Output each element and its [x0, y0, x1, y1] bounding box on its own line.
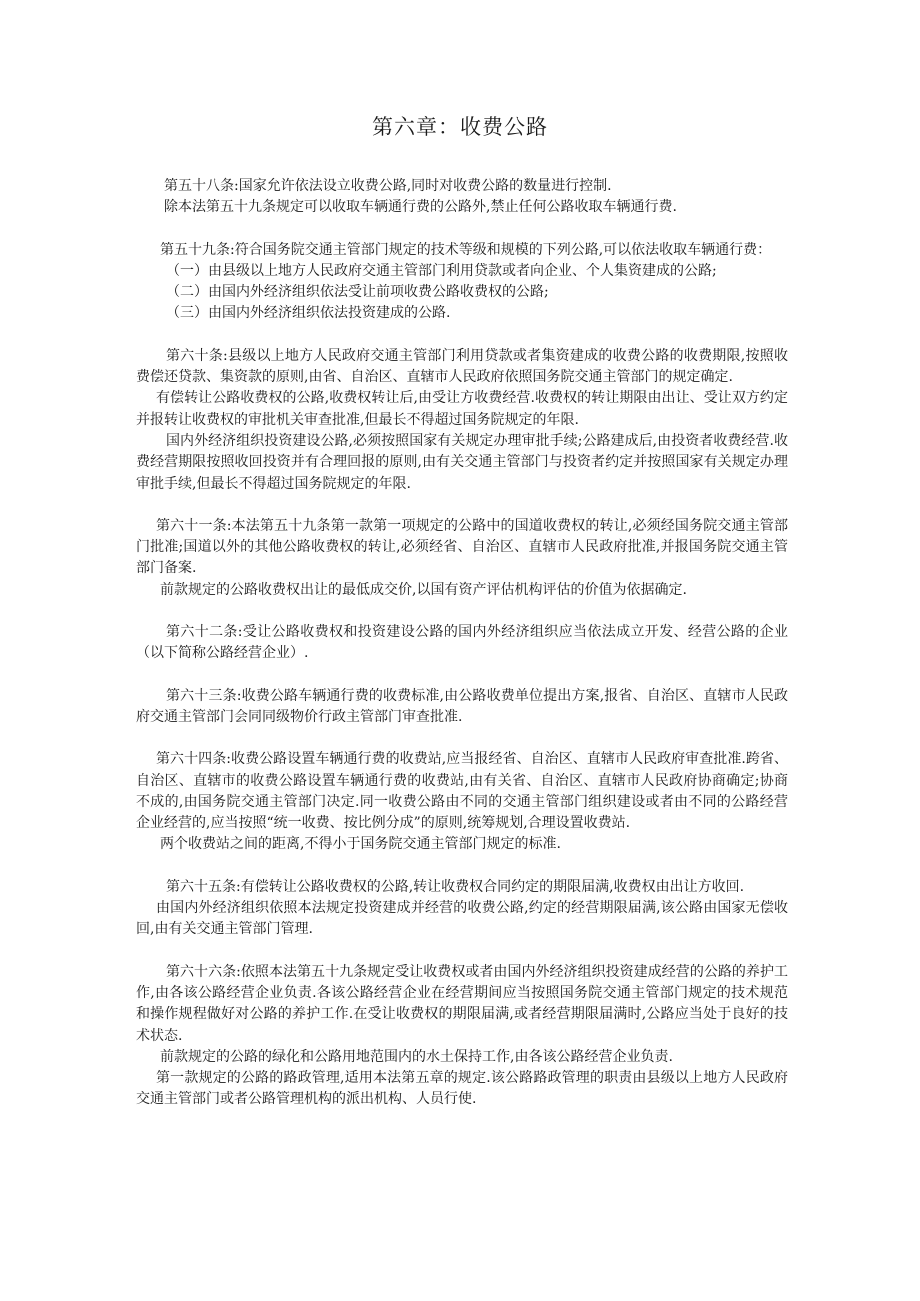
article-paragraph: 国内外经济组织投资建设公路,必须按照国家有关规定办理审批手续;公路建成后,由投资者收费经营.收费经营期限按照收回投资并有合理回报的原则,由有关交通主管部门与投资者约定并按照国家有关规定办理审批手续,但最长不得超过国务院规定的年限.: [136, 432, 788, 492]
article-paragraph: 第六十五条:有偿转让公路收费权的公路,转让收费权合同约定的期限届满,收费权由出让方收回.: [166, 878, 745, 895]
article-paragraph: 除本法第五十九条规定可以收取车辆通行费的公路外,禁止任何公路收取车辆通行费.: [164, 199, 677, 216]
article-62: [136, 622, 788, 665]
article-list-item: （一）由县级以上地方人民政府交通主管部门利用贷款或者向企业、个人集资建成的公路;: [166, 262, 717, 279]
article-paragraph: 前款规定的公路收费权出让的最低成交价,以国有资产评估机构评估的价值为依据确定.: [160, 581, 687, 598]
article-paragraph: 第六十六条:依照本法第五十九条规定受让收费权或者由国内外经济组织投资建成经营的公路的养护工作,由各该公路经营企业负责.各该公路经营企业在经营期间应当按照国务院交通主管部门规定的技术规范和操作规程做好对公路的养护工作.在受让收费权的期限届满,或者经营期限届满时,公路应当处于良好的技术状态.: [136, 963, 788, 1044]
article-paragraph: 前款规定的公路的绿化和公路用地范围内的水土保持工作,由各该公路经营企业负责.: [160, 1048, 673, 1065]
article-paragraph: 第一款规定的公路的路政管理,适用本法第五章的规定.该公路路政管理的职责由县级以上地方人民政府交通主管部门或者公路管理机构的派出机构、人员行使.: [136, 1070, 788, 1108]
article-60: [136, 346, 788, 495]
article-paragraph: 第六十四条:收费公路设置车辆通行费的收费站,应当报经省、自治区、直辖市人民政府审查批准.跨省、自治区、直辖市的收费公路设置车辆通行费的收费站,由有关省、自治区、直辖市人民政府协商确定;协商不成的,由国务院交通主管部门决定.同一收费公路由不同的交通主管部门组织建设或者由不同的公路经营企业经营的,应当按照“统一收费、按比例分成”的原则,统筹规划,合理设置收费站.: [136, 751, 788, 832]
article-paragraph: 第六十一条:本法第五十九条第一款第一项规定的公路中的国道收费权的转让,必须经国务院交通主管部门批准;国道以外的其他公路收费权的转让,必须经省、自治区、直辖市人民政府批准,并报国务院交通主管部门备案.: [136, 517, 788, 577]
article-65: [136, 877, 788, 941]
article-paragraph: 第六十条:县级以上地方人民政府交通主管部门利用贷款或者集资建成的收费公路的收费期限,按照收费偿还贷款、集资款的原则,由省、自治区、直辖市人民政府依照国务院交通主管部门的规定确定.: [136, 347, 788, 386]
article-paragraph: 两个收费站之间的距离,不得小于国务院交通主管部门规定的标准.: [160, 836, 561, 853]
article-paragraph: 第五十九条:符合国务院交通主管部门规定的技术等级和规模的下列公路,可以依法收取车辆通行费：: [160, 241, 772, 258]
article-63: [136, 686, 788, 729]
article-61: [136, 516, 788, 601]
article-paragraph: 有偿转让公路收费权的公路,收费权转让后,由受让方收费经营.收费权的转让期限由出让、受让双方约定并报转让收费权的审批机关审查批准,但最长不得超过国务院规定的年限.: [136, 390, 788, 428]
article-59: [136, 240, 788, 325]
document-body: [136, 176, 788, 1132]
article-paragraph: 第五十八条:国家允许依法设立收费公路,同时对收费公路的数量进行控制.: [164, 178, 612, 194]
article-paragraph: 第六十二条:受让公路收费权和投资建设公路的国内外经济组织应当依法成立开发、经营公路的企业（以下简称公路经营企业）.: [136, 624, 788, 662]
article-58: [136, 176, 788, 219]
article-66: [136, 962, 788, 1111]
article-paragraph: 第六十三条:收费公路车辆通行费的收费标准,由公路收费单位提出方案,报省、自治区、直辖市人民政府交通主管部门会同同级物价行政主管部门审查批准.: [136, 687, 788, 725]
article-paragraph: 由国内外经济组织依照本法规定投资建成并经营的收费公路,约定的经营期限届满,该公路由国家无偿收回,由有关交通主管部门管理.: [136, 900, 788, 938]
article-64: [136, 749, 788, 855]
chapter-title: 第六章：收费公路: [372, 115, 548, 139]
article-list-item: （二）由国内外经济组织依法受让前项收费公路收费权的公路;: [166, 284, 549, 301]
article-list-item: （三）由国内外经济组织依法投资建成的公路.: [166, 305, 451, 322]
